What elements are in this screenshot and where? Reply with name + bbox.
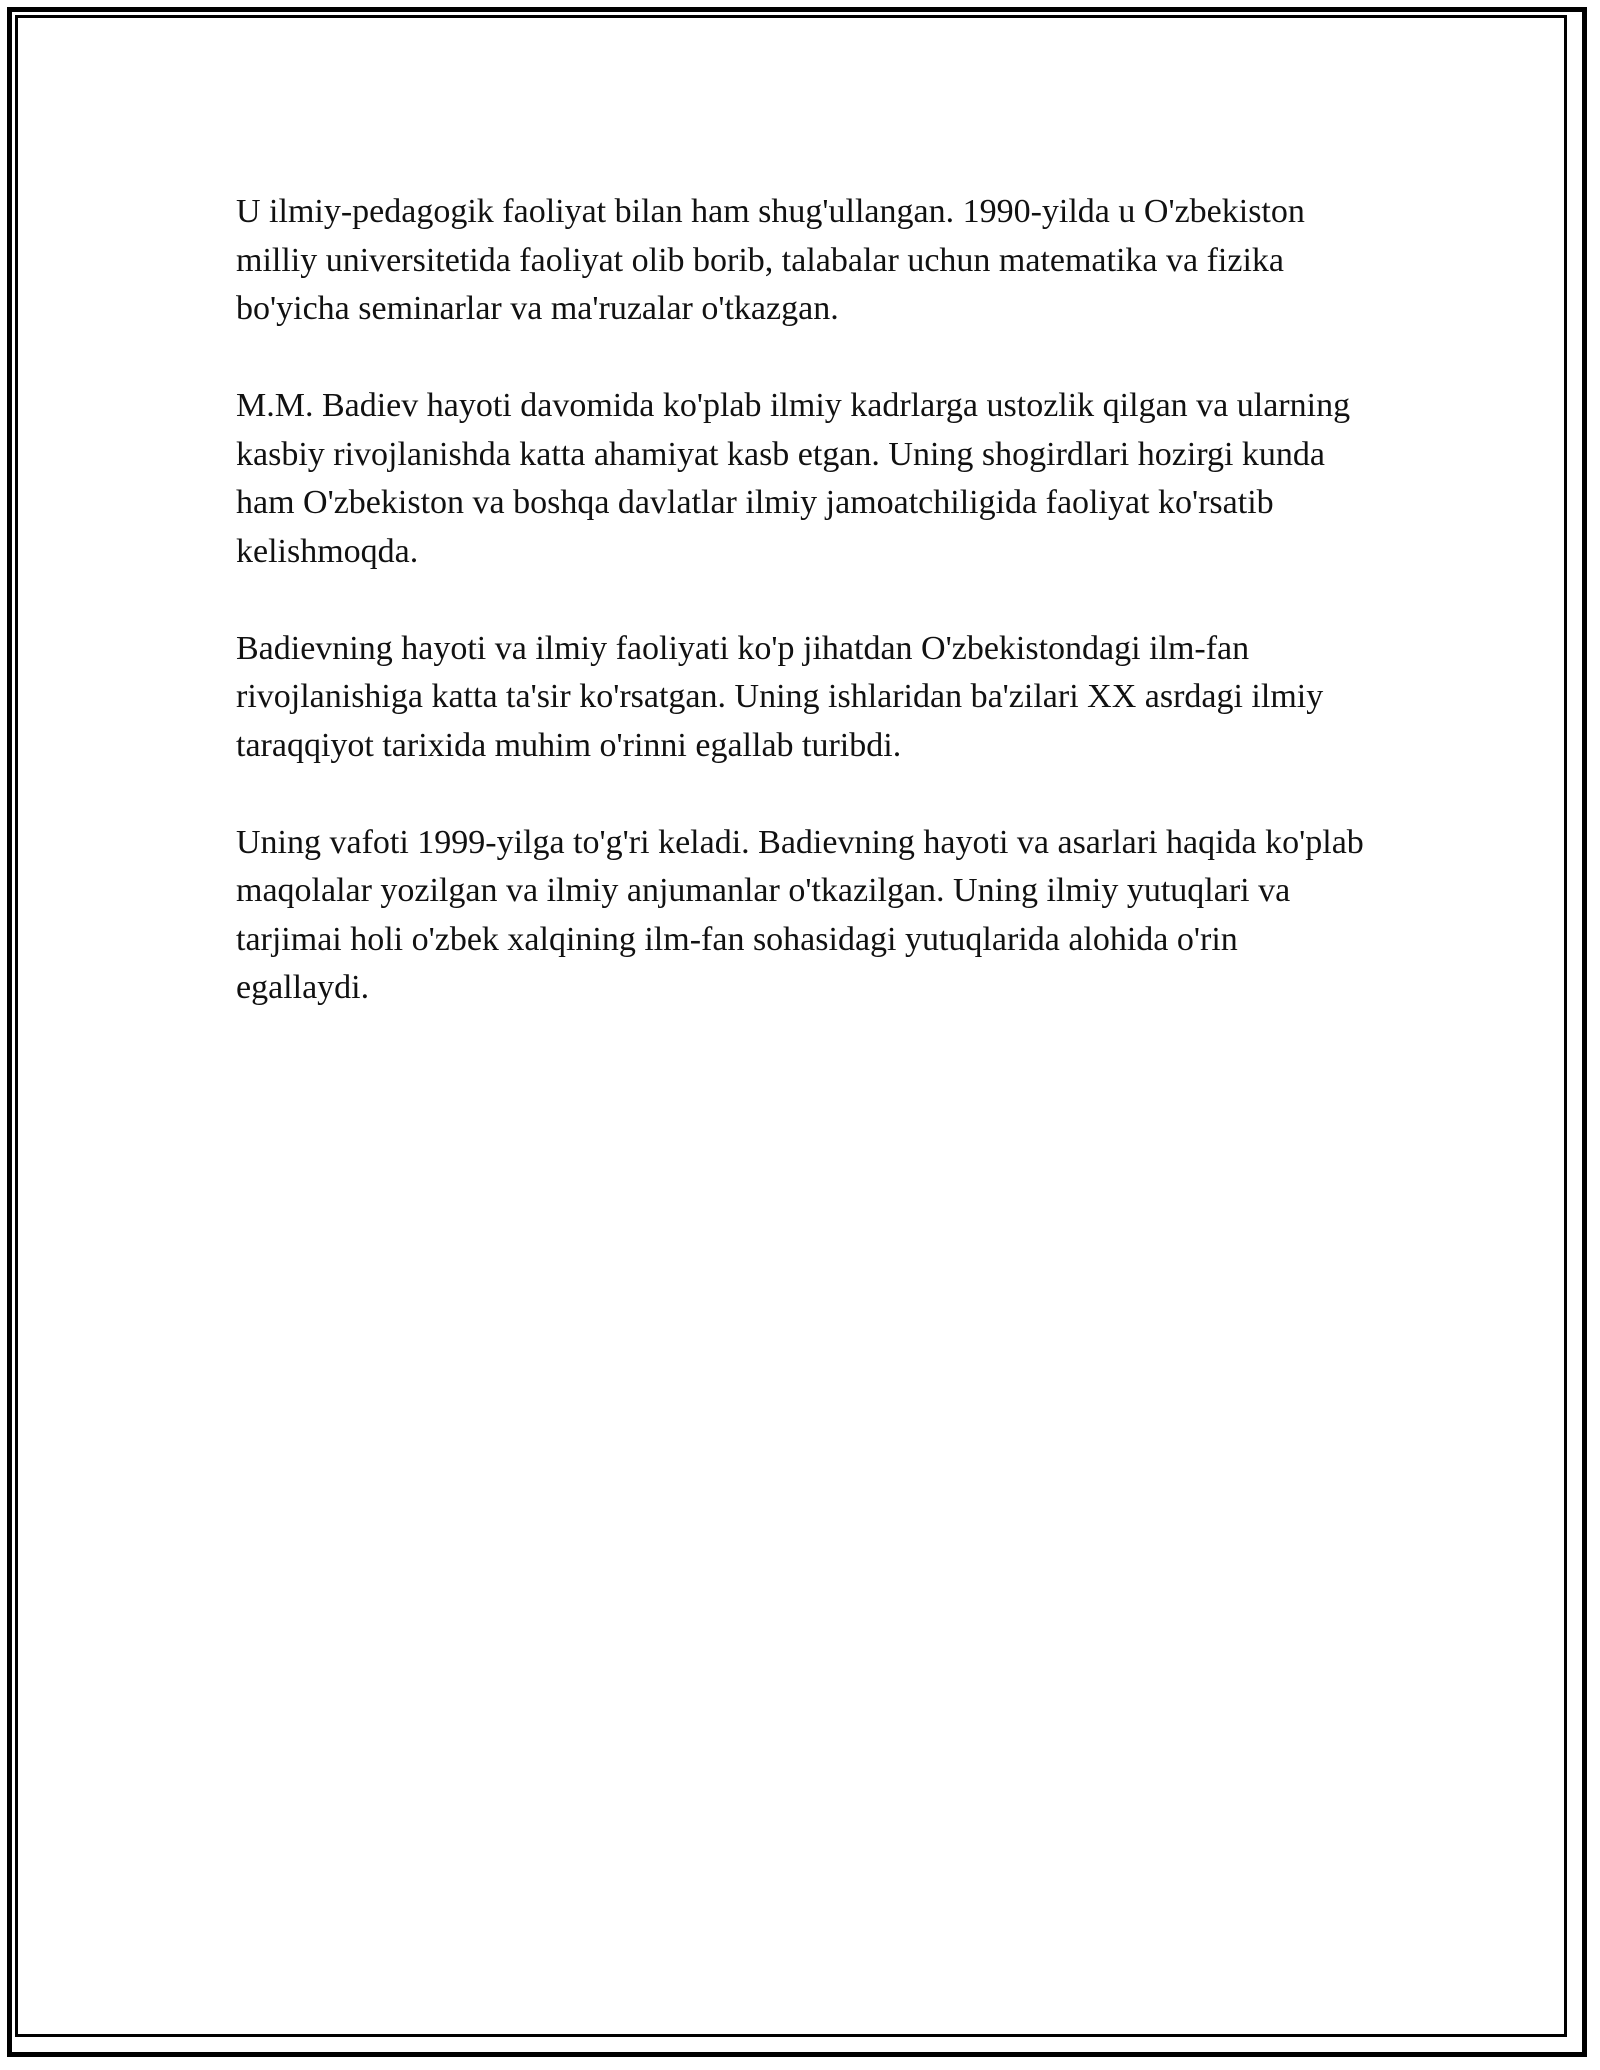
document-body xyxy=(236,188,1366,1061)
paragraph: U ilmiy-pedagogik faoliyat bilan ham shug'ullangan. 1990-yilda u O'zbekiston milliy universitetida faoliyat olib borib, talabalar uchun matematika va fizika bo'yicha seminarlar va ma'ruzalar o'tkazgan. xyxy=(236,193,1305,327)
paragraph: M.M. Badiev hayoti davomida ko'plab ilmiy kadrlarga ustozlik qilgan va ularning kasbiy rivojlanishda katta ahamiyat kasb etgan. Uning shogirdlari hozirgi kunda ham O'zbekiston va boshqa davlatlar ilmiy jamoatchiligida faoliyat ko'rsatib kelishmoqda. xyxy=(236,387,1351,570)
paragraph: Badievning hayoti va ilmiy faoliyati ko'p jihatdan O'zbekistondagi ilm-fan rivojlanishiga katta ta'sir ko'rsatgan. Uning ishlaridan ba'zilari XX asrdagi ilmiy taraqqiyot tarixida muhim o'rinni egallab turibdi. xyxy=(236,629,1324,764)
paragraph: Uning vafoti 1999-yilga to'g'ri keladi. Badievning hayoti va asarlari haqida ko'plab maqolalar yozilgan va ilmiy anjumanlar o'tkazilgan. Uning ilmiy yutuqlari va tarjimai holi o'zbek xalqining ilm-fan sohasidagi yutuqlarida alohida o'rin egallaydi. xyxy=(236,823,1364,1006)
